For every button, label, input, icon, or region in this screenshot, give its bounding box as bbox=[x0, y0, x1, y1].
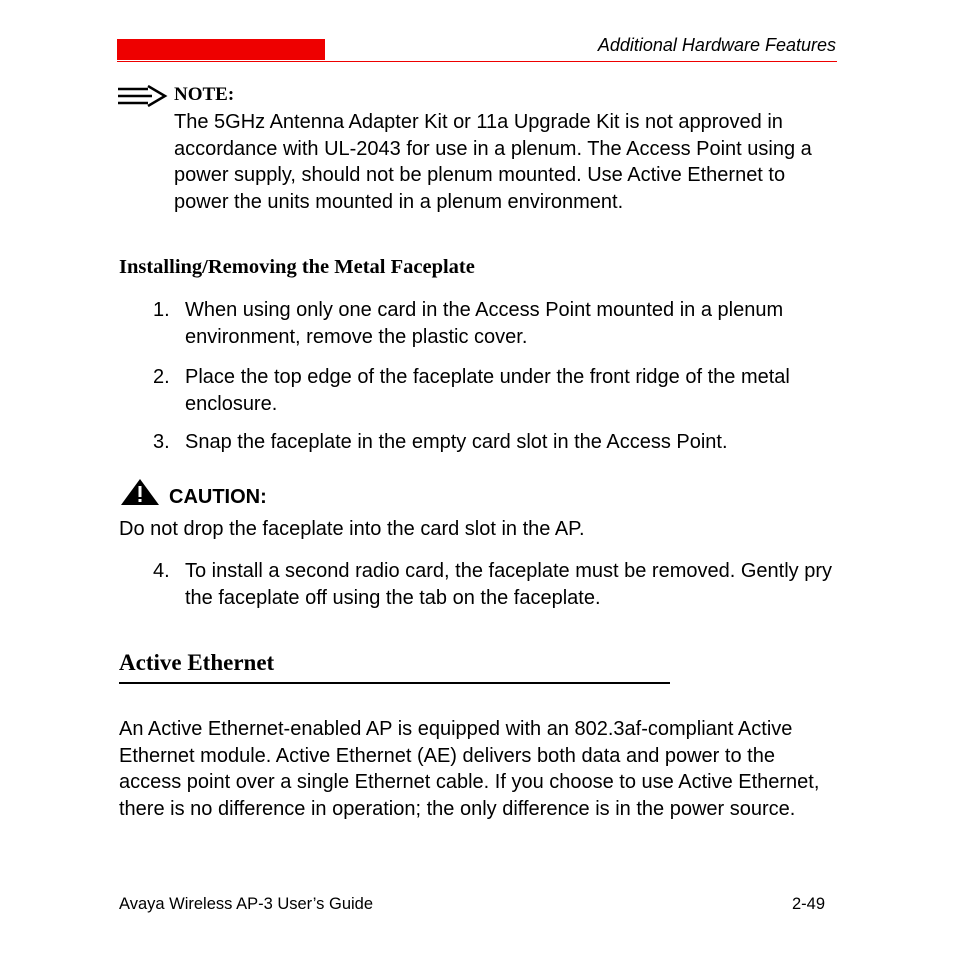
section-heading-faceplate: Installing/Removing the Metal Faceplate bbox=[119, 256, 475, 278]
note-label: NOTE: bbox=[174, 84, 235, 105]
header-title: Additional Hardware Features bbox=[597, 35, 836, 55]
active-ethernet-paragraph: An Active Ethernet-enabled AP is equipped with an 802.3af-compliant Active Ethernet module. Active Ethernet (AE) delivers both data and power to the access point over a single Ethernet cable. If you choose to use Active Ethernet, there is no difference in operation; the only difference is in the power source. bbox=[119, 718, 820, 820]
caution-label: CAUTION: bbox=[169, 486, 267, 508]
step-number: 1. bbox=[153, 299, 170, 321]
section-heading-active-ethernet: Active Ethernet bbox=[119, 650, 275, 675]
step-text: Snap the faceplate in the empty card slot in the Access Point. bbox=[185, 431, 728, 453]
step-number: 4. bbox=[153, 560, 170, 582]
footer-doc-title: Avaya Wireless AP-3 User’s Guide bbox=[119, 895, 374, 913]
section-heading-rule bbox=[119, 682, 670, 684]
step-number: 2. bbox=[153, 366, 170, 388]
header-rule bbox=[117, 61, 837, 62]
step-text: Place the top edge of the faceplate under the front ridge of the metal enclosure. bbox=[185, 366, 790, 415]
step-text: To install a second radio card, the faceplate must be removed. Gently pry the faceplate off using the tab on the faceplate. bbox=[185, 560, 833, 609]
warning-triangle-icon bbox=[120, 478, 160, 506]
step-number: 3. bbox=[153, 431, 170, 453]
header-accent-bar bbox=[117, 39, 325, 60]
footer-page-number: 2-49 bbox=[791, 895, 825, 913]
note-arrow-icon bbox=[118, 85, 168, 107]
step-text: When using only one card in the Access Point mounted in a plenum environment, remove the plastic cover. bbox=[185, 299, 784, 348]
note-text: The 5GHz Antenna Adapter Kit or 11a Upgrade Kit is not approved in accordance with UL-2043 for use in a plenum. The Access Point using a power supply, should not be plenum mounted. Use Active Ethernet to power the units mounted in a plenum environment. bbox=[174, 111, 812, 213]
caution-text: Do not drop the faceplate into the card slot in the AP. bbox=[119, 518, 585, 540]
